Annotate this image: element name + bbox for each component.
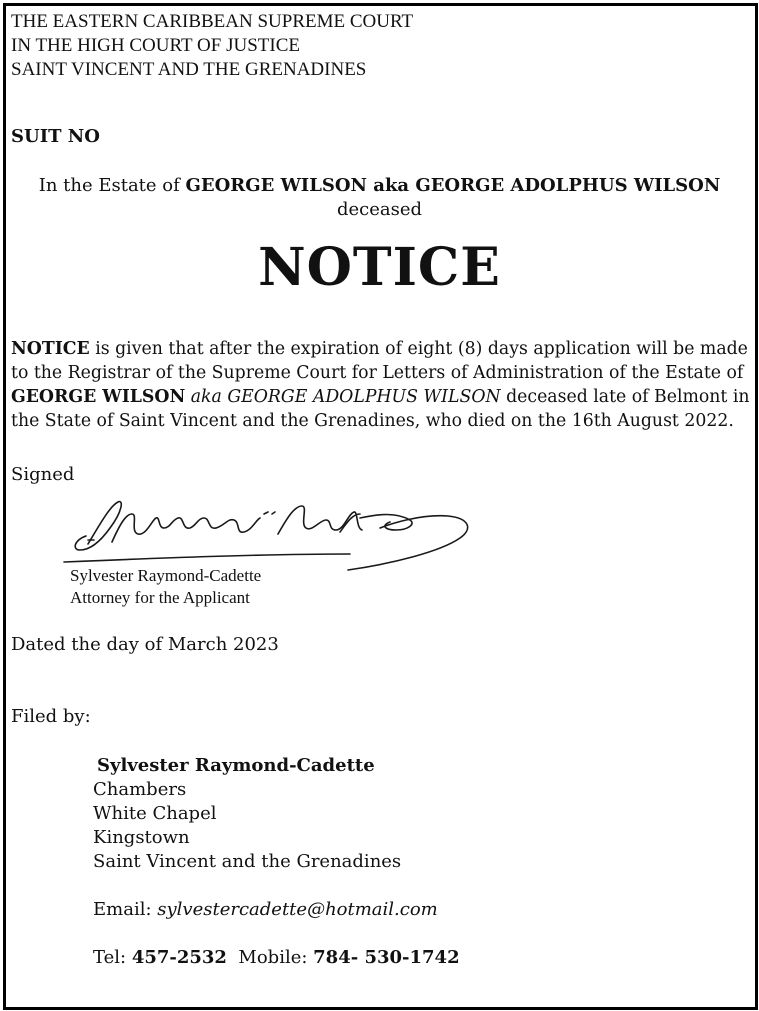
- notice-text-part2: deceased late of Belmont in the State of Saint Vincent and the Grenadines, who died on the 16th August 2022.: [11, 387, 750, 432]
- filer-phone-line: [93, 946, 460, 970]
- filer-address-line2: White Chapel: [93, 803, 217, 824]
- filed-by-label: Filed by:: [11, 706, 91, 727]
- estate-prefix: In the Estate of: [38, 175, 186, 196]
- email-label: Email:: [93, 899, 158, 920]
- mobile-number: 784- 530-1742: [313, 947, 460, 968]
- deceased-label: deceased: [336, 199, 423, 220]
- deceased-name-bold: GEORGE WILSON: [11, 387, 186, 408]
- filer-address-line1: Chambers: [93, 779, 187, 800]
- signed-label: Signed: [11, 464, 75, 485]
- deceased-alias-italic: aka GEORGE ADOLPHUS WILSON: [185, 387, 501, 408]
- filer-email-line: [93, 898, 438, 922]
- notice-lead-word: NOTICE: [11, 339, 90, 360]
- dated-line: Dated the day of March 2023: [11, 634, 279, 655]
- filer-name: Sylvester Raymond-Cadette: [97, 755, 375, 776]
- tel-number: 457-2532: [131, 947, 227, 968]
- filer-address-line4: Saint Vincent and the Grenadines: [93, 851, 402, 872]
- signatory-name: Sylvester Raymond-Cadette: [70, 566, 262, 585]
- notice-title: NOTICE: [258, 237, 501, 298]
- signatory-role: Attorney for the Applicant: [70, 588, 250, 607]
- tel-label: Tel:: [93, 947, 132, 968]
- email-address[interactable]: sylvestercadette@hotmail.com: [157, 899, 438, 920]
- mobile-label: Mobile:: [226, 947, 314, 968]
- court-name-line: THE EASTERN CARIBBEAN SUPREME COURT: [11, 11, 414, 32]
- notice-paragraph: [11, 337, 751, 433]
- suit-number-label: SUIT NO: [11, 126, 100, 147]
- estate-heading: [0, 174, 759, 198]
- notice-text-part1: is given that after the expiration of eight (8) days application will be made to the Registrar of the Supreme Court for Letters of Administration of the Estate of: [11, 339, 748, 384]
- estate-deceased-name: GEORGE WILSON aka GEORGE ADOLPHUS WILSON: [185, 175, 721, 196]
- jurisdiction-line: SAINT VINCENT AND THE GRENADINES: [11, 59, 367, 80]
- court-division-line: IN THE HIGH COURT OF JUSTICE: [11, 35, 300, 56]
- filer-address-line3: Kingstown: [93, 827, 190, 848]
